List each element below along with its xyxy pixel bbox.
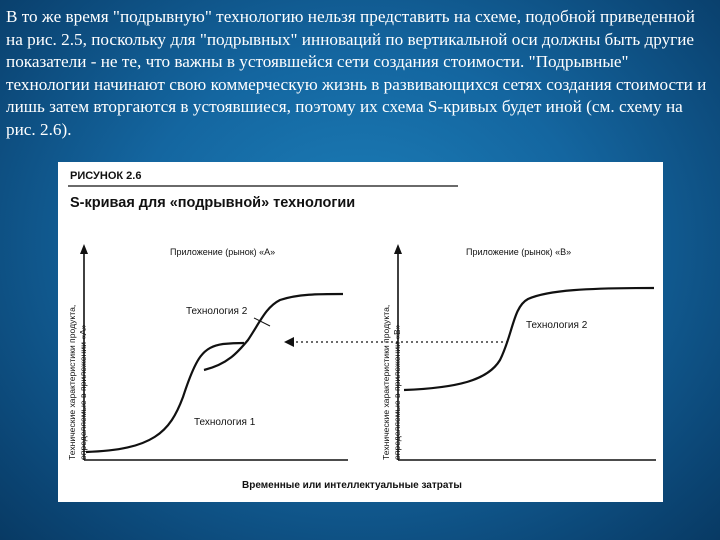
left-market-label: Приложение (рынок) «А» (170, 247, 276, 257)
right-technology-2-curve (404, 288, 654, 390)
left-y-arrow (80, 244, 88, 254)
technology-1-curve (86, 343, 244, 452)
s-curve-diagram (58, 162, 663, 502)
x-axis-label: Временные или интеллектуальные затраты (242, 480, 462, 491)
transfer-arrowhead (284, 337, 294, 347)
technology-1-label: Технология 1 (194, 417, 256, 428)
left-y-label-2: определяемые в приложении «А» (78, 324, 88, 460)
right-market-label: Приложение (рынок) «В» (466, 247, 572, 257)
figure-title: S-кривая для «подрывной» технологии (70, 195, 356, 211)
slide-paragraph: В то же время "подрывную" технологию нельзя представить на схеме, подобной приведенной на рис. 2.5, поскольку для "подрывных" инноваций по вертикальной оси должны быть другие показатели - не те, что важны в устоявшейся сети создания стоимости. "Подрывные" технологии начинают свою коммерческую жизнь в развивающихся сетях создания стоимости и лишь затем вторгаются в устоявшиеся, поэтому их схема S-кривых будет иной (см. схему на рис. 2.6). (6, 7, 707, 139)
left-y-label-1: Технические характеристики продукта, (67, 304, 77, 460)
technology-2-label-right: Технология 2 (526, 320, 588, 331)
figure-2-6 (58, 162, 663, 502)
right-y-arrow (394, 244, 402, 254)
figure-number: РИСУНОК 2.6 (70, 170, 142, 182)
right-y-label-2: определяемые в приложении «В» (392, 324, 402, 460)
technology-2-label-left: Технология 2 (186, 306, 248, 317)
right-y-label-1: Технические характеристики продукта, (381, 304, 391, 460)
